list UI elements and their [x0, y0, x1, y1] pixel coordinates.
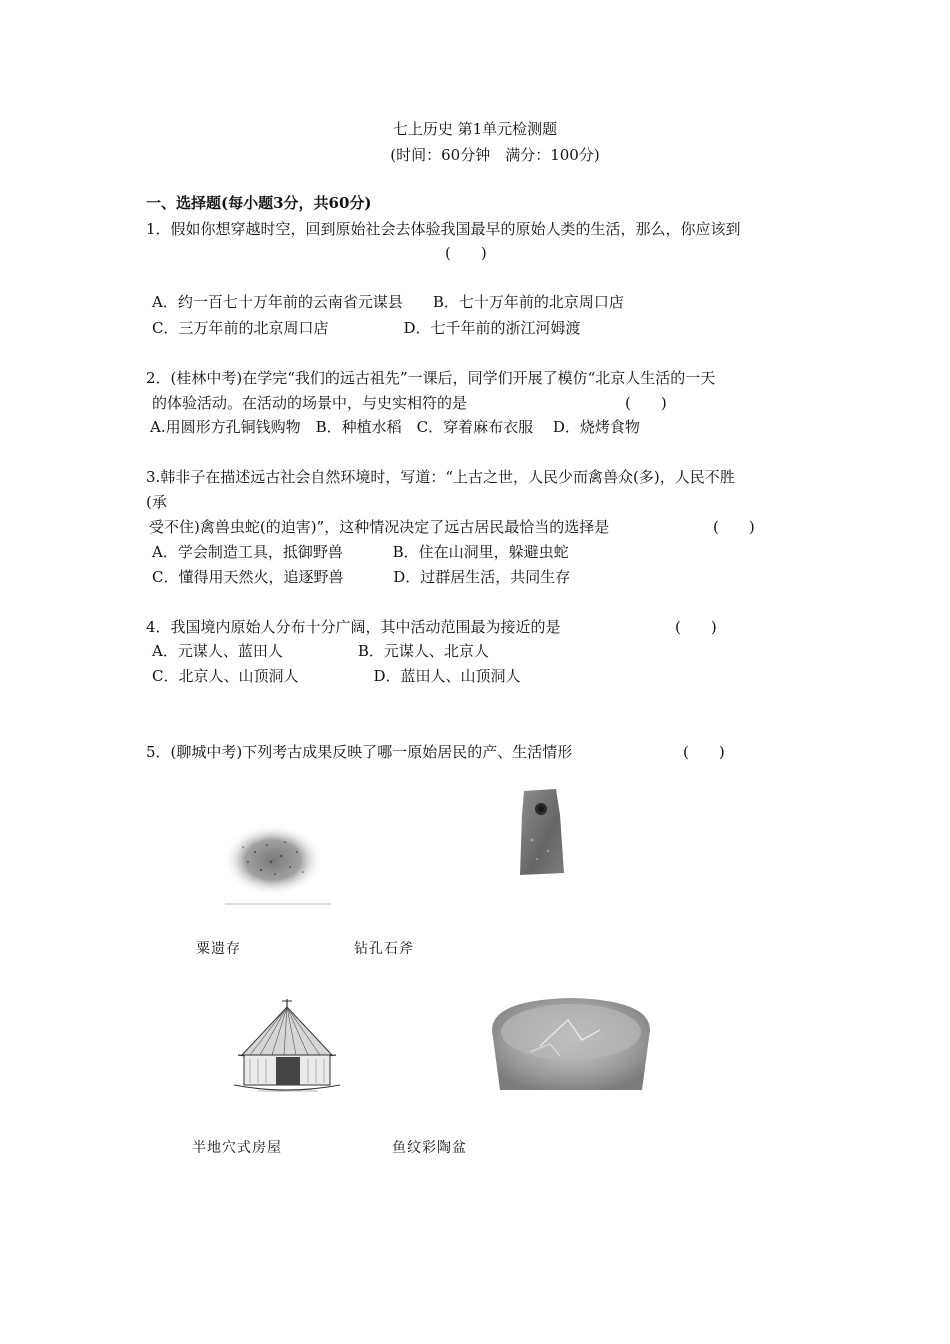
q3-options-line1: A．学会制造工具，抵御野兽 B．住在山洞里，躲避虫蛇 — [152, 543, 569, 561]
q2-answer-blank: ( ) — [625, 394, 667, 412]
q2-stem-line2: 的体验活动。在活动的场景中，与史实相符的是 — [152, 394, 468, 412]
q2-options: A.用圆形方孔铜钱购物 B．种植水稻 C．穿着麻布衣服 D．烧烤食物 — [150, 418, 640, 436]
q3-options-line2: C．懂得用天然火，追逐野兽 D．过群居生活，共同生存 — [152, 568, 571, 586]
basin-caption: 鱼纹彩陶盆 — [392, 1140, 467, 1156]
q3-stem-line3: 受不住)禽兽虫蛇(的迫害)”，这种情况决定了远古居民最恰当的选择是 — [149, 518, 610, 536]
q3-stem-line1: 3.韩非子在描述远古社会自然环境时，写道：“上古之世，人民少而禽兽众(多)，人民不胜 — [146, 468, 735, 486]
q1-answer-blank: ( ) — [445, 244, 487, 262]
page-subtitle: (时间：60分钟 满分：100分) — [390, 146, 600, 164]
q1-options-line1: A．约一百七十万年前的云南省元谋县 B．七十万年前的北京周口店 — [152, 293, 624, 311]
drilled-stone-axe-image — [512, 785, 572, 880]
q2-stem-line1: 2．(桂林中考)在学完“我们的远古祖先”一课后，同学们开展了模仿“北京人生活的一天 — [146, 369, 716, 387]
q4-options-line1: A．元谋人、蓝田人 B．元谋人、北京人 — [152, 642, 489, 660]
page-title: 七上历史 第1单元检测题 — [392, 120, 558, 138]
q5-answer-blank: ( ) — [683, 743, 725, 761]
q3-answer-blank: ( ) — [713, 518, 755, 536]
millet-remains-image — [215, 812, 333, 907]
section-heading: 一、选择题(每小题3分，共60分) — [146, 194, 372, 212]
axe-caption: 钻孔石斧 — [354, 941, 414, 957]
q4-options-line2: C．北京人、山顶洞人 D．蓝田人、山顶洞人 — [152, 667, 521, 685]
q5-stem: 5．(聊城中考)下列考古成果反映了哪一原始居民的产、生活情形 — [146, 743, 573, 761]
millet-caption: 粟遗存 — [196, 941, 241, 957]
q3-stem-line2: (承 — [146, 493, 167, 511]
q1-options-line2: C．三万年前的北京周口店 D．七千年前的浙江河姆渡 — [152, 319, 581, 337]
q4-stem: 4．我国境内原始人分布十分广阔，其中活动范围最为接近的是 — [146, 618, 561, 636]
q4-answer-blank: ( ) — [675, 618, 717, 636]
semi-subterranean-house-image — [228, 997, 346, 1097]
fish-pattern-pottery-basin-image — [490, 990, 652, 1090]
house-caption: 半地穴式房屋 — [192, 1140, 282, 1156]
q1-stem: 1．假如你想穿越时空，回到原始社会去体验我国最早的原始人类的生活，那么，你应该到 — [146, 220, 741, 238]
